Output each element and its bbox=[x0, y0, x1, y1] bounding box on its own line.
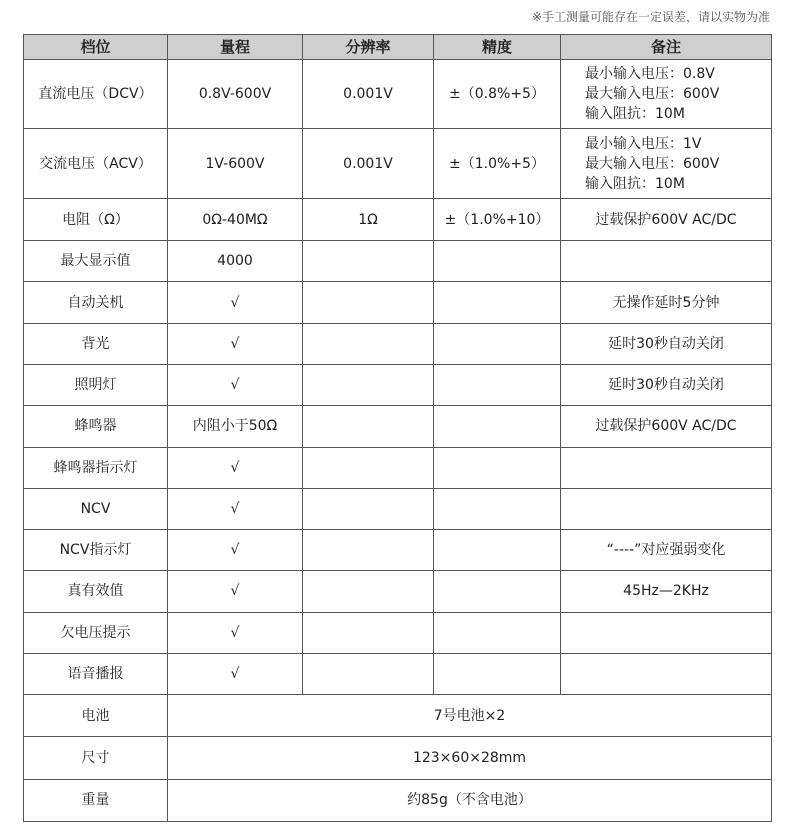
cell-remark: 45Hz—2KHz bbox=[561, 571, 772, 612]
table-row bbox=[24, 737, 772, 779]
cell-accuracy: ±（1.0%+10） bbox=[434, 198, 561, 240]
cell-resolution bbox=[303, 447, 434, 488]
cell-item: 直流电压（DCV） bbox=[24, 60, 168, 129]
cell-accuracy bbox=[434, 241, 561, 282]
cell-item: 交流电压（ACV） bbox=[24, 129, 168, 198]
table-row bbox=[24, 282, 772, 323]
cell-item: 蜂鸣器指示灯 bbox=[24, 447, 168, 488]
table-row bbox=[24, 447, 772, 488]
cell-remarks bbox=[561, 60, 772, 129]
cell-resolution bbox=[303, 241, 434, 282]
cell-resolution bbox=[303, 488, 434, 529]
cell-accuracy bbox=[434, 488, 561, 529]
table-row bbox=[24, 198, 772, 240]
remark-line: 输入阻抗：10M bbox=[585, 175, 685, 192]
cell-spanned-value: 约85g（不含电池） bbox=[168, 779, 772, 821]
remark-line: 最大输入电压：600V bbox=[585, 86, 720, 103]
table-row bbox=[24, 129, 772, 198]
table-row bbox=[24, 779, 772, 821]
cell-resolution: 0.001V bbox=[303, 129, 434, 198]
cell-remark bbox=[561, 612, 772, 653]
cell-accuracy: ±（0.8%+5） bbox=[434, 60, 561, 129]
cell-range: 0Ω-40MΩ bbox=[168, 198, 303, 240]
table-row bbox=[24, 323, 772, 364]
cell-spanned-value: 7号电池×2 bbox=[168, 695, 772, 737]
cell-accuracy bbox=[434, 406, 561, 447]
header-range: 量程 bbox=[168, 35, 303, 60]
remark-line: 最小输入电压：1V bbox=[585, 135, 702, 152]
cell-remark: “----”对应强弱变化 bbox=[561, 530, 772, 571]
cell-resolution bbox=[303, 612, 434, 653]
cell-accuracy bbox=[434, 323, 561, 364]
cell-accuracy bbox=[434, 612, 561, 653]
cell-remark: 过载保护600V AC/DC bbox=[561, 198, 772, 240]
cell-range: √ bbox=[168, 323, 303, 364]
cell-accuracy bbox=[434, 364, 561, 405]
cell-range: 1V-600V bbox=[168, 129, 303, 198]
cell-item: 语音播报 bbox=[24, 653, 168, 694]
header-resolution: 分辨率 bbox=[303, 35, 434, 60]
cell-remark: 无操作延时5分钟 bbox=[561, 282, 772, 323]
cell-range: √ bbox=[168, 282, 303, 323]
table-row bbox=[24, 612, 772, 653]
cell-item: NCV bbox=[24, 488, 168, 529]
table-header-row bbox=[24, 35, 772, 60]
table-row bbox=[24, 530, 772, 571]
measurement-disclaimer: ※手工测量可能存在一定误差，请以实物为准 bbox=[531, 10, 770, 24]
cell-spanned-value: 123×60×28mm bbox=[168, 737, 772, 779]
cell-item: 欠电压提示 bbox=[24, 612, 168, 653]
table-row bbox=[24, 406, 772, 447]
cell-accuracy: ±（1.0%+5） bbox=[434, 129, 561, 198]
cell-remark bbox=[561, 488, 772, 529]
cell-resolution bbox=[303, 530, 434, 571]
cell-range: √ bbox=[168, 364, 303, 405]
cell-item: 照明灯 bbox=[24, 364, 168, 405]
cell-item: 背光 bbox=[24, 323, 168, 364]
remark-line: 输入阻抗：10M bbox=[585, 106, 685, 123]
cell-item: 自动关机 bbox=[24, 282, 168, 323]
cell-range: 内阻小于50Ω bbox=[168, 406, 303, 447]
cell-range: √ bbox=[168, 571, 303, 612]
cell-remark: 延时30秒自动关闭 bbox=[561, 364, 772, 405]
cell-remarks bbox=[561, 129, 772, 198]
cell-accuracy bbox=[434, 447, 561, 488]
cell-resolution bbox=[303, 653, 434, 694]
table-row bbox=[24, 364, 772, 405]
table-row bbox=[24, 695, 772, 737]
header-accuracy: 精度 bbox=[434, 35, 561, 60]
cell-resolution bbox=[303, 364, 434, 405]
cell-resolution bbox=[303, 282, 434, 323]
cell-accuracy bbox=[434, 653, 561, 694]
cell-accuracy bbox=[434, 571, 561, 612]
cell-range: √ bbox=[168, 488, 303, 529]
cell-item: 尺寸 bbox=[24, 737, 168, 779]
cell-item: 重量 bbox=[24, 779, 168, 821]
cell-remark: 延时30秒自动关闭 bbox=[561, 323, 772, 364]
table-row bbox=[24, 488, 772, 529]
cell-remark bbox=[561, 447, 772, 488]
cell-item: 蜂鸣器 bbox=[24, 406, 168, 447]
header-item: 档位 bbox=[24, 35, 168, 60]
header-remarks: 备注 bbox=[561, 35, 772, 60]
cell-range: 0.8V-600V bbox=[168, 60, 303, 129]
remark-line: 最大输入电压：600V bbox=[585, 155, 720, 172]
cell-remark bbox=[561, 653, 772, 694]
cell-resolution: 0.001V bbox=[303, 60, 434, 129]
cell-range: √ bbox=[168, 653, 303, 694]
table-row bbox=[24, 60, 772, 129]
cell-resolution bbox=[303, 571, 434, 612]
cell-item: 电池 bbox=[24, 695, 168, 737]
cell-item: NCV指示灯 bbox=[24, 530, 168, 571]
table-row bbox=[24, 241, 772, 282]
spec-table bbox=[23, 34, 772, 822]
table-row bbox=[24, 653, 772, 694]
cell-range: √ bbox=[168, 530, 303, 571]
table-row bbox=[24, 571, 772, 612]
cell-resolution: 1Ω bbox=[303, 198, 434, 240]
cell-resolution bbox=[303, 323, 434, 364]
cell-remark: 过载保护600V AC/DC bbox=[561, 406, 772, 447]
cell-range: 4000 bbox=[168, 241, 303, 282]
cell-item: 真有效值 bbox=[24, 571, 168, 612]
cell-resolution bbox=[303, 406, 434, 447]
cell-accuracy bbox=[434, 530, 561, 571]
cell-range: √ bbox=[168, 612, 303, 653]
cell-accuracy bbox=[434, 282, 561, 323]
cell-item: 电阻（Ω） bbox=[24, 198, 168, 240]
cell-remark bbox=[561, 241, 772, 282]
cell-item: 最大显示值 bbox=[24, 241, 168, 282]
cell-range: √ bbox=[168, 447, 303, 488]
remark-line: 最小输入电压：0.8V bbox=[585, 66, 715, 83]
